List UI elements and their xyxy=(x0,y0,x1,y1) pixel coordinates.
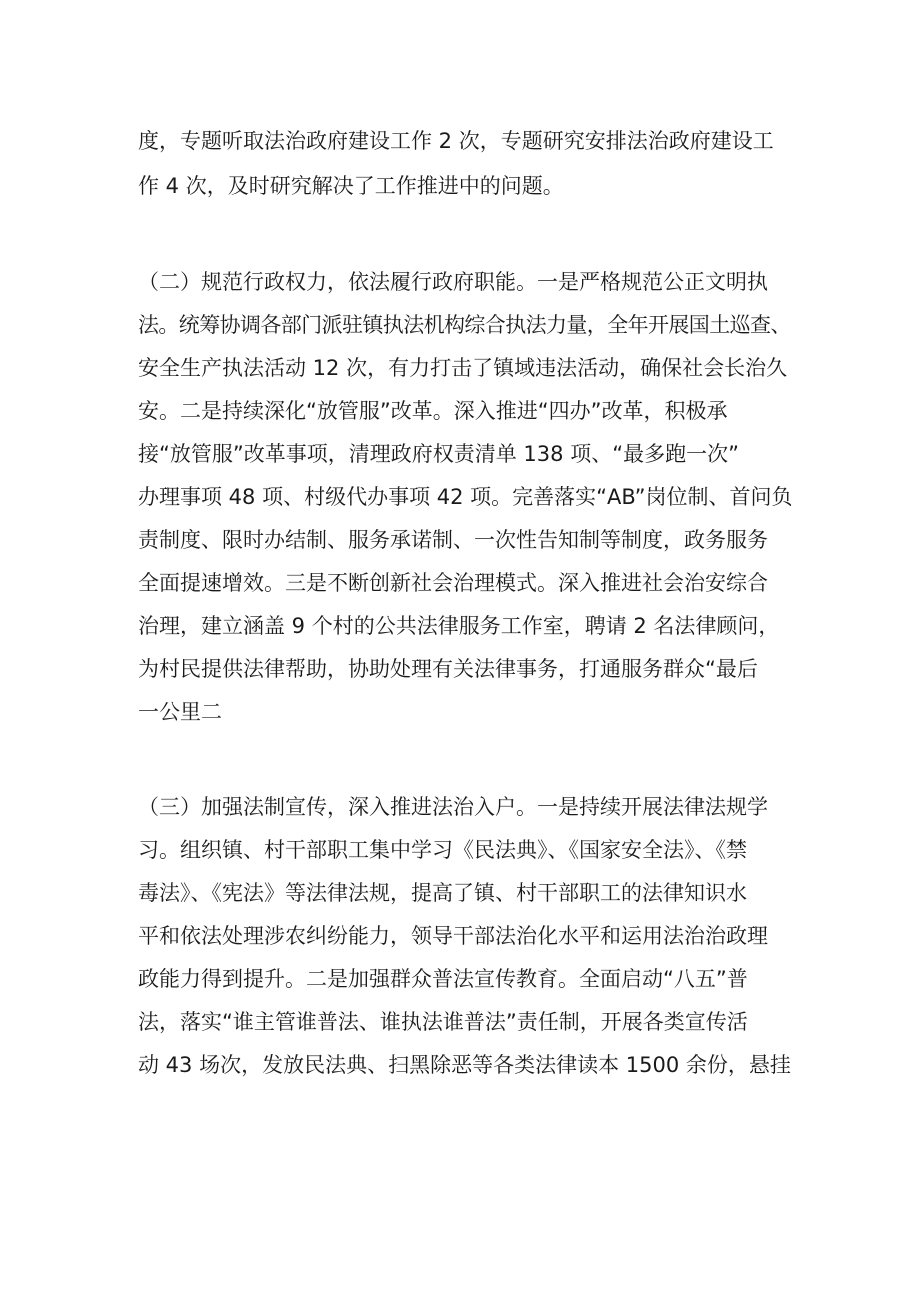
section-2-line-3: 安全生产执法活动 12 次，有力打击了镇域违法活动，确保社会长治久 xyxy=(138,356,788,380)
section-2-line-5: 接“放管服”改革事项，清理政府权责清单 138 项、“最多跑一次” xyxy=(138,442,739,466)
intro-line-2: 作 4 次，及时研究解决了工作推进中的问题。 xyxy=(138,174,564,198)
section-2-line-7: 责制度、限时办结制、服务承诺制、一次性告知制等制度，政务服务 xyxy=(138,528,768,552)
intro-line-1: 度，专题听取法治政府建设工作 2 次，专题研究安排法治政府建设工 xyxy=(138,129,774,153)
section-2-line-6: 办理事项 48 项、村级代办事项 42 项。完善落实“AB”岗位制、首问负 xyxy=(138,485,793,509)
section-3-line-1: （三）加强法制宣传，深入推进法治入户。一是持续开展法律法规学 xyxy=(138,795,768,819)
section-3-line-7: 动 43 场次，发放民法典、扫黑除恶等各类法律读本 1500 余份，悬挂 xyxy=(138,1053,791,1077)
section-2-line-11: 一公里二 xyxy=(138,700,222,724)
section-2-line-1: （二）规范行政权力，依法履行政府职能。一是严格规范公正文明执 xyxy=(138,270,768,294)
section-3-line-4: 平和依法处理涉农纠纷能力，领导干部法治化水平和运用法治治政理 xyxy=(138,924,768,948)
section-3-line-6: 法，落实“谁主管谁普法、谁执法谁普法”责任制，开展各类宣传活 xyxy=(138,1010,748,1034)
section-2-line-2: 法。统筹协调各部门派驻镇执法机构综合执法力量，全年开展国土巡查、 xyxy=(138,313,791,337)
section-2-line-9: 治理，建立涵盖 9 个村的公共法律服务工作室，聘请 2 名法律顾问， xyxy=(138,614,780,638)
section-3-line-2: 习。组织镇、村干部职工集中学习《民法典》、《国家安全法》、《禁 xyxy=(138,838,747,862)
section-3-line-3: 毒法》、《宪法》等法律法规，提高了镇、村干部职工的法律知识水 xyxy=(138,881,747,905)
section-3-line-5: 政能力得到提升。二是加强群众普法宣传教育。全面启动“八五”普 xyxy=(138,967,748,991)
section-2-line-8: 全面提速增效。三是不断创新社会治理模式。深入推进社会治安综合 xyxy=(138,571,768,595)
section-2-line-4: 安。二是持续深化“放管服”改革。深入推进“四办”改革，积极承 xyxy=(138,399,728,423)
section-2-line-10: 为村民提供法律帮助，协助处理有关法律事务，打通服务群众“最后 xyxy=(138,657,758,681)
